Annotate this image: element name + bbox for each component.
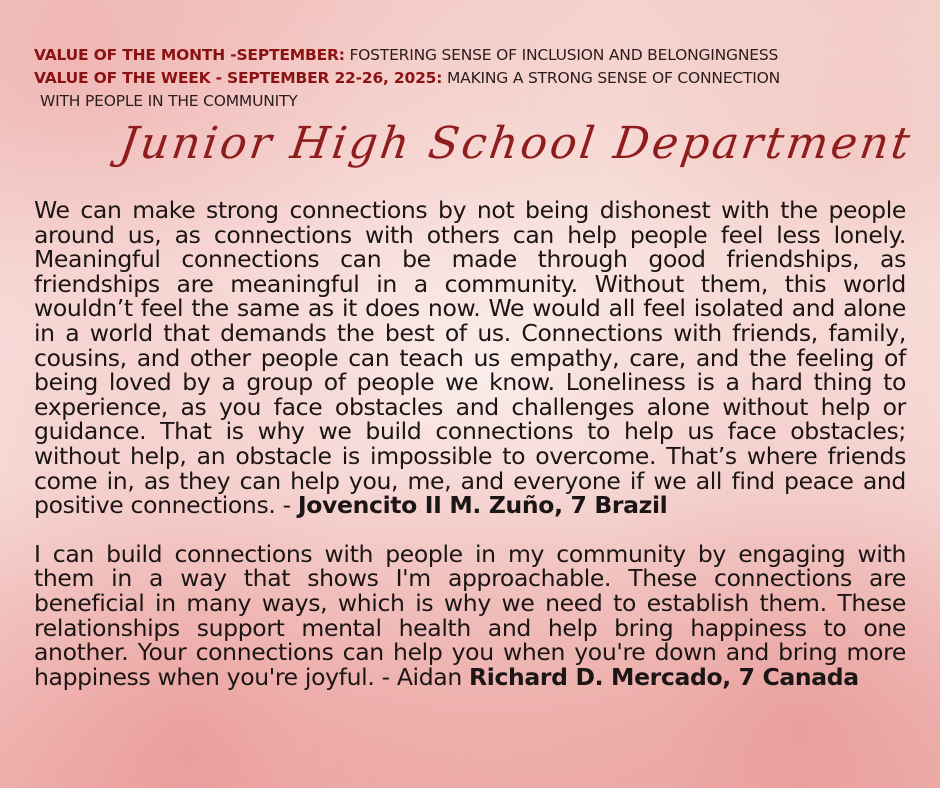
week-label: VALUE OF THE WEEK - SEPTEMBER 22-26, 2025: (34, 69, 443, 87)
week-text-continued: WITH PEOPLE IN THE COMMUNITY (40, 92, 298, 110)
reflection-author: Jovencito II M. Zuño, 7 Brazil (297, 491, 668, 520)
reflection-entry (34, 539, 906, 691)
reflection-text: I can build connections with people in my community by engaging with them in a way that shows I'm approachable. These connections are beneficial in many ways, which is why we need to establish them. These relationships support mental health and help bring happiness to one another. Your connections can help you when you're down and bring more happiness when you're joyful. - Aidan (34, 539, 906, 691)
value-of-week (34, 67, 914, 90)
reflections (34, 198, 906, 689)
month-label: VALUE OF THE MONTH -SEPTEMBER: (34, 46, 345, 64)
reflection-author: Richard D. Mercado, 7 Canada (469, 662, 859, 691)
month-text: FOSTERING SENSE OF INCLUSION AND BELONGINGNESS (349, 46, 779, 64)
value-header (34, 44, 914, 113)
reflection-text: We can make strong connections by not being dishonest with the people around us, as connections with others can help people feel less lonely. Meaningful connections can be made through good friendships, as friendships are meaningful in a community. Without them, this world wouldn’t feel the same as it does now. We would all feel isolated and alone in a world that demands the best of us. Connections with friends, family, cousins, and other people can teach us empathy, care, and the feeling of being loved by a group of people we know. Loneliness is a hard thing to experience, as you face obstacles and challenges alone without help or guidance. That is why we build connections to help us face obstacles; without help, an obstacle is impossible to overcome. That’s where friends come in, as they can help you, me, and everyone if we all find peace and positive connections. - (34, 196, 906, 520)
week-text: MAKING A STRONG SENSE OF CONNECTION (447, 69, 781, 87)
reflection-entry (34, 198, 906, 518)
department-title: Junior High School Department (116, 118, 916, 169)
value-of-month (34, 44, 914, 67)
